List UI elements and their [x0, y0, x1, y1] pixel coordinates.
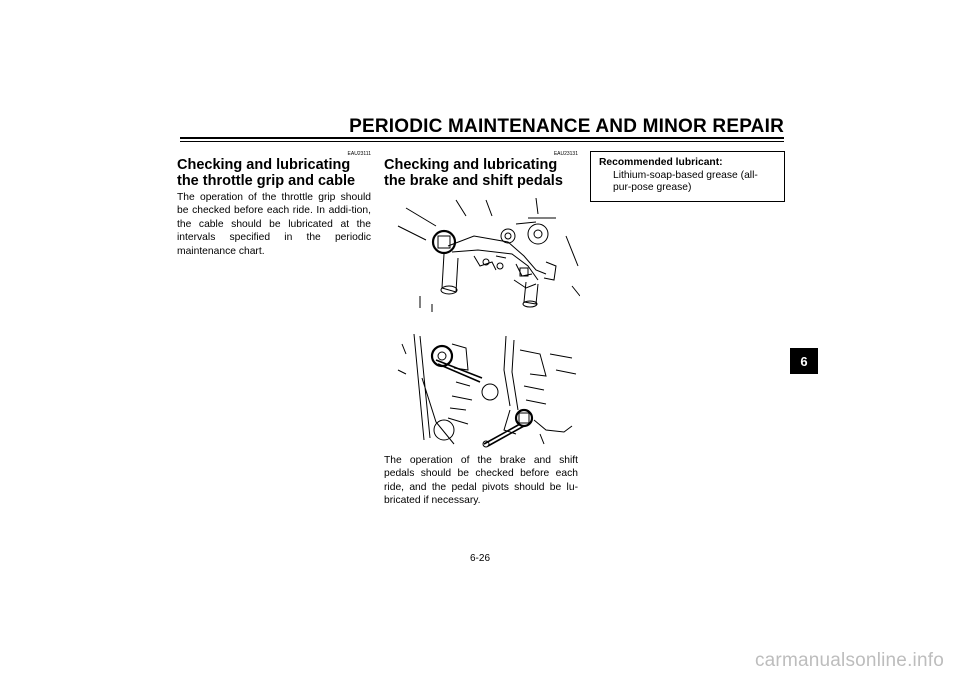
lubricant-title: Recommended lubricant:	[599, 157, 723, 168]
brake-pedal-illustration-icon	[396, 196, 580, 316]
pedals-section	[384, 151, 578, 189]
page-number: 6-26	[469, 553, 490, 564]
lubricant-column	[590, 151, 785, 202]
section-code: EAU23111	[347, 151, 371, 157]
watermark: carmanualsonline.info	[754, 650, 944, 671]
page-title: PERIODIC MAINTENANCE AND MINOR REPAIR	[349, 116, 784, 137]
section-body: The operation of the brake and shift pedals should be checked before each ride, and the pedal pivots should be lu-bricated if necessary.	[384, 455, 578, 507]
lubricant-value: Lithium-soap-based grease (all-pur-pose grease)	[613, 169, 758, 193]
chapter-tab: 6	[790, 348, 818, 374]
section-body: The operation of the throttle grip should be checked before each ride. In addi-tion, the cable should be lubricated at the intervals specified in the periodic maintenance chart.	[177, 192, 371, 257]
pedals-body-wrapper	[384, 454, 578, 508]
section-heading: Checking and lubricating the throttle grip and cable	[177, 157, 356, 189]
recommended-lubricant-box	[590, 151, 785, 202]
section-heading: Checking and lubricating the brake and shift pedals	[384, 157, 563, 189]
section-code: EAU23131	[553, 151, 578, 157]
header-rule-thin	[180, 141, 784, 142]
throttle-section	[177, 151, 371, 258]
shift-pedal-illustration-icon	[396, 330, 580, 448]
header-rule	[180, 137, 784, 139]
